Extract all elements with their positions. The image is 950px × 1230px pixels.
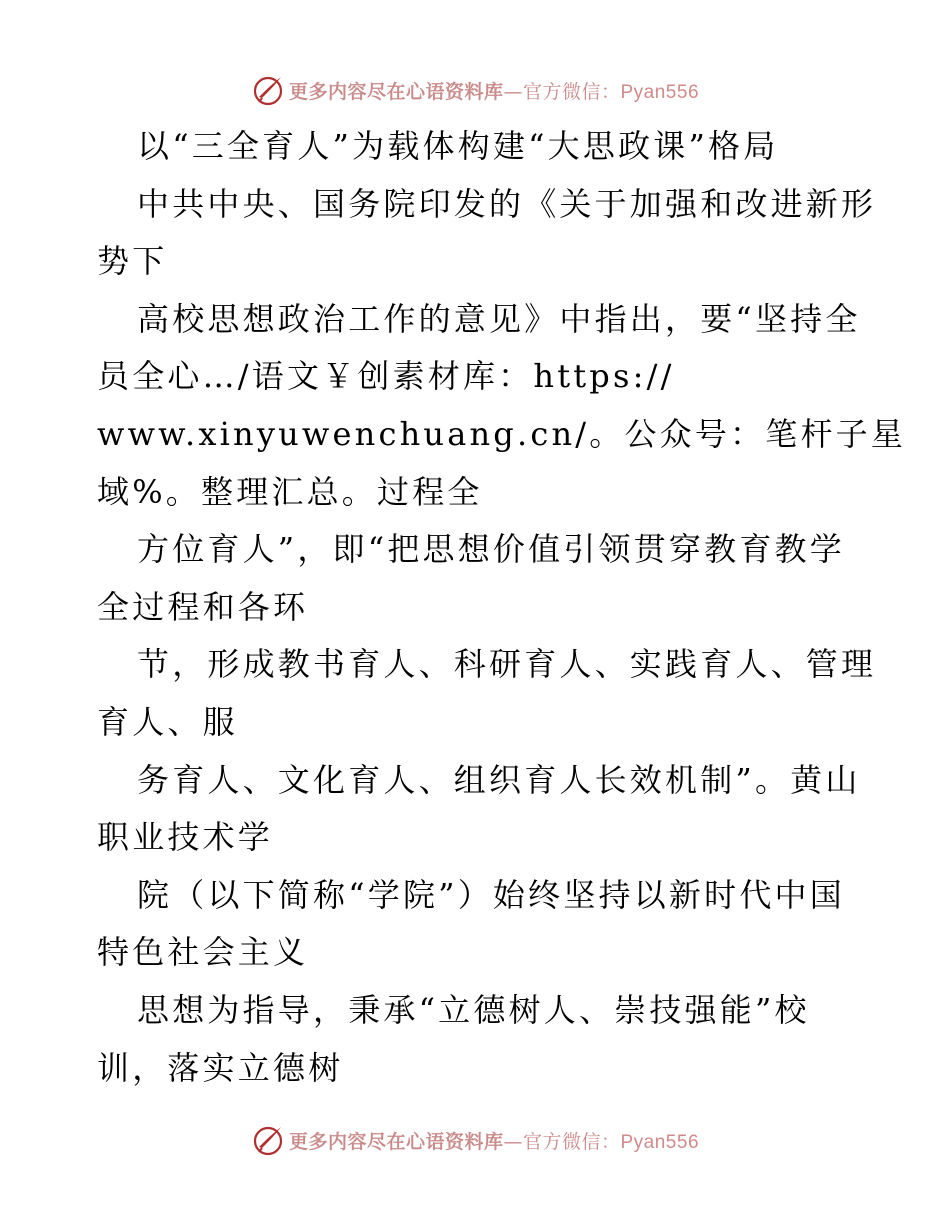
banner-dash: —	[503, 1130, 523, 1153]
body-line: 节，形成教书育人、科研育人、实践育人、管理	[137, 645, 877, 684]
body-line: 训，落实立德树	[97, 1048, 344, 1087]
body-line: 职业技术学	[97, 818, 274, 857]
body-line: 方位育人”，即“把思想价值引领贯穿教育教学	[137, 530, 845, 569]
banner-wechat-label: 官方微信：	[522, 80, 621, 103]
body-line: 思想为指导，秉承“立德树人、崇技强能”校	[137, 990, 810, 1029]
header-banner	[0, 68, 950, 112]
body-line: 高校思想政治工作的意见》中指出，要“坚持全	[137, 299, 861, 338]
banner-title: 更多内容尽在心语资料库	[288, 80, 504, 103]
body-line: 势下	[97, 242, 168, 281]
body-line: 员全心…/语文￥创素材库：https://	[97, 357, 675, 396]
body-line: 育人、服	[97, 702, 238, 741]
footer-banner	[0, 1118, 950, 1162]
body-line: 院（以下简称“学院”）始终坚持以新时代中国	[137, 875, 845, 914]
body-line: 务育人、文化育人、组织育人长效机制”。黄山	[137, 760, 861, 799]
banner-dash: —	[503, 80, 523, 103]
document-body	[97, 118, 907, 1097]
banner-wechat-id: Pyan556	[620, 1131, 700, 1153]
banner-title: 更多内容尽在心语资料库	[288, 1130, 504, 1153]
quill-pen-logo-icon	[251, 1123, 285, 1157]
banner-wechat-id: Pyan556	[620, 81, 700, 103]
quill-pen-logo-icon	[251, 73, 285, 107]
body-line: 以“三全育人”为载体构建“大思政课”格局	[137, 127, 779, 165]
body-line: 全过程和各环	[97, 587, 309, 626]
body-line: www.xinyuwenchuang.cn/。公众号：笔杆子星	[97, 414, 907, 453]
body-line: 域%。整理汇总。过程全	[97, 472, 483, 511]
body-line: 中共中央、国务院印发的《关于加强和改进新形	[137, 184, 877, 223]
banner-text	[289, 1127, 699, 1154]
banner-wechat-label: 官方微信：	[522, 1130, 621, 1153]
banner-text	[289, 77, 699, 104]
body-line: 特色社会主义	[97, 933, 309, 972]
